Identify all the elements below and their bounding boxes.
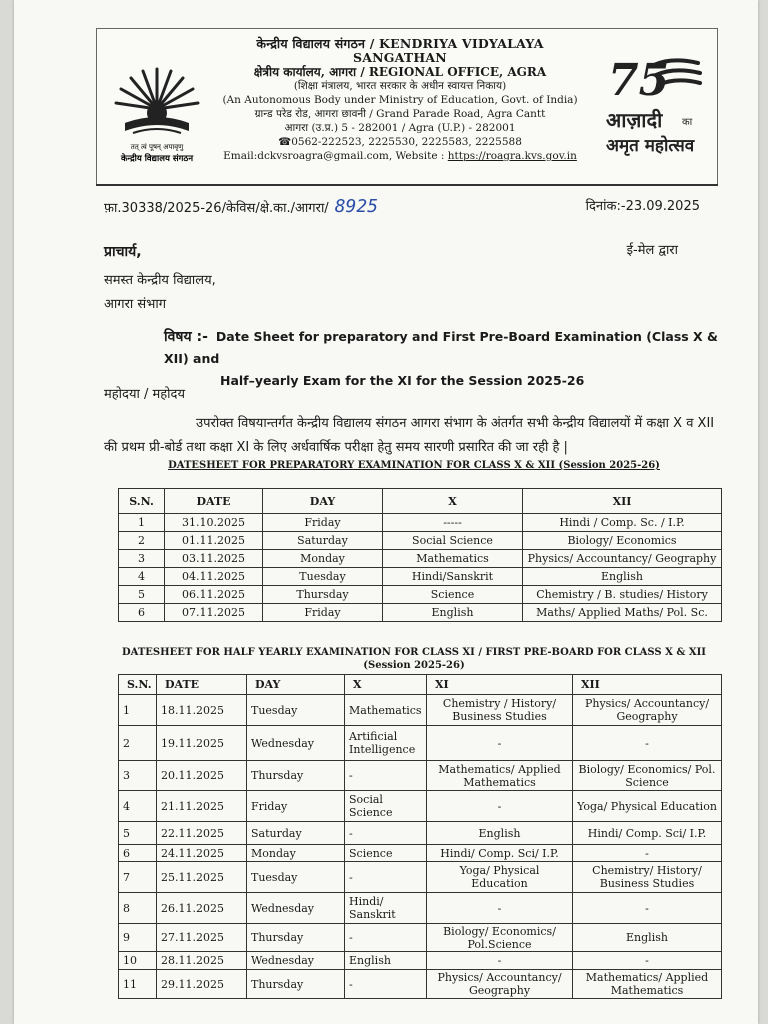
logo-azadi: आज़ादी <box>606 108 663 132</box>
table-cell: 28.11.2025 <box>157 952 247 970</box>
column-header: XII <box>523 489 722 514</box>
table-cell: - <box>573 952 722 970</box>
column-header: S.N. <box>119 489 165 514</box>
table-cell: - <box>573 845 722 862</box>
column-header: DAY <box>263 489 383 514</box>
header-divider <box>96 184 718 186</box>
table-cell: Tuesday <box>247 695 345 726</box>
table-cell: Thursday <box>247 761 345 791</box>
table-header-row <box>119 675 722 695</box>
table-cell: 07.11.2025 <box>165 604 263 622</box>
table-cell: 21.11.2025 <box>157 791 247 822</box>
column-header: DATE <box>165 489 263 514</box>
table-cell: - <box>427 726 573 761</box>
table-cell: 19.11.2025 <box>157 726 247 761</box>
table-cell: 6 <box>119 845 157 862</box>
english-status: (An Autonomous Body under Ministry of Education, Govt. of India) <box>222 94 578 106</box>
table-cell: Hindi/ Sanskrit <box>345 893 427 924</box>
column-header: S.N. <box>119 675 157 695</box>
table-cell: Yoga/ Physical Education <box>573 791 722 822</box>
website-link[interactable]: https://roagra.kvs.gov.in <box>447 150 577 162</box>
table-cell: 03.11.2025 <box>165 550 263 568</box>
table-cell: Mathematics/ Applied Mathematics <box>427 761 573 791</box>
column-header: X <box>345 675 427 695</box>
table-cell: English <box>427 822 573 845</box>
table-cell: - <box>573 726 722 761</box>
handwritten-dispatch-number: 8925 <box>334 196 379 217</box>
table-cell: 24.11.2025 <box>157 845 247 862</box>
table-cell: Mathematics/ Applied Mathematics <box>573 970 722 999</box>
table-row <box>119 893 722 924</box>
table-row <box>119 862 722 893</box>
table-row <box>119 822 722 845</box>
table-cell: English <box>523 568 722 586</box>
table-cell: 01.11.2025 <box>165 532 263 550</box>
table-cell: Biology/ Economics/ Pol. Science <box>573 761 722 791</box>
preparatory-exam-table <box>118 488 722 622</box>
logo-75: 75 <box>608 55 670 106</box>
table-cell: Tuesday <box>247 862 345 893</box>
table-row <box>119 514 722 532</box>
azadi-ka-amrit-mahotsav-logo <box>602 47 707 167</box>
table-cell: - <box>345 970 427 999</box>
salutation: महोदया / महोदय <box>104 387 185 402</box>
table2-title-line-2: (Session 2025-26) <box>363 660 465 671</box>
table2-title <box>104 646 724 672</box>
table-cell: - <box>345 862 427 893</box>
table-cell: Saturday <box>247 822 345 845</box>
table-row <box>119 586 722 604</box>
table-cell: Chemistry/ History/ Business Studies <box>573 862 722 893</box>
table-cell: 2 <box>119 532 165 550</box>
table-cell: Physics/ Accountancy/ Geography <box>523 550 722 568</box>
table-cell: Tuesday <box>263 568 383 586</box>
table-cell: Wednesday <box>247 893 345 924</box>
subject-line-1: Date Sheet for preparatory and First Pre-Board Examination (Class X & XII) and <box>164 329 718 366</box>
kvs-sun-logo <box>107 47 207 165</box>
table-cell: 5 <box>119 822 157 845</box>
table-cell: Hindi/Sanskrit <box>383 568 523 586</box>
table-cell: Thursday <box>247 970 345 999</box>
table-cell: 1 <box>119 514 165 532</box>
table-cell: Social Science <box>383 532 523 550</box>
reference-line <box>104 196 378 217</box>
table-cell: Saturday <box>263 532 383 550</box>
table-cell: Social Science <box>345 791 427 822</box>
table-cell: 26.11.2025 <box>157 893 247 924</box>
table-cell: 20.11.2025 <box>157 761 247 791</box>
table-cell: Friday <box>247 791 345 822</box>
pin-code: आगरा (उ.प्र.) 5 - 282001 / Agra (U.P.) - 282001 <box>284 122 516 134</box>
table-cell: 3 <box>119 761 157 791</box>
table-cell: Hindi/ Comp. Sci/ I.P. <box>573 822 722 845</box>
table-row <box>119 924 722 952</box>
table-cell: Biology/ Economics/ Pol.Science <box>427 924 573 952</box>
table-cell: Biology/ Economics <box>523 532 722 550</box>
table-row <box>119 952 722 970</box>
table-cell: Physics/ Accountancy/ Geography <box>427 970 573 999</box>
table-row <box>119 726 722 761</box>
table-row <box>119 695 722 726</box>
column-header: XI <box>427 675 573 695</box>
body-paragraph <box>104 412 729 460</box>
subject <box>164 326 739 392</box>
table-cell: 5 <box>119 586 165 604</box>
table-row <box>119 845 722 862</box>
address: ग्रान्ड परेड रोड, आगरा छावनी / Grand Parade Road, Agra Cantt <box>254 108 546 120</box>
table-cell: 18.11.2025 <box>157 695 247 726</box>
table-row <box>119 568 722 586</box>
org-name: केन्द्रीय विद्यालय संगठन / KENDRIYA VIDYALAYA SANGATHAN <box>256 36 544 65</box>
logo-caption: केन्द्रीय विद्यालय संगठन <box>120 154 194 164</box>
table-cell: 2 <box>119 726 157 761</box>
table-cell: - <box>427 893 573 924</box>
column-header: XII <box>573 675 722 695</box>
table-cell: 8 <box>119 893 157 924</box>
table-row <box>119 970 722 999</box>
table-cell: 4 <box>119 791 157 822</box>
table-cell: 22.11.2025 <box>157 822 247 845</box>
body-text: उपरोक्त विषयान्तर्गत केन्द्रीय विद्यालय संगठन आगरा संभाग के अंतर्गत सभी केन्द्रीय विद्यालयों में कक्षा X व XII की प्रथम प्री-बोर्ड तथा कक्षा XI के लिए अर्धवार्षिक परीक्षा हेतु समय सारणी प्रसारित की जा रही है | <box>104 416 715 455</box>
table-cell: Friday <box>263 604 383 622</box>
table-cell: Maths/ Applied Maths/ Pol. Sc. <box>523 604 722 622</box>
table-cell: 7 <box>119 862 157 893</box>
letterhead-text <box>215 37 585 163</box>
recipients-line-1: समस्त केन्द्रीय विद्यालय, <box>104 273 216 288</box>
table-cell: 4 <box>119 568 165 586</box>
table-row <box>119 532 722 550</box>
recipients-line-2: आगरा संभाग <box>104 297 167 312</box>
email: Email:dckvsroagra@gmail.com, Website : <box>223 150 448 162</box>
table-cell: 27.11.2025 <box>157 924 247 952</box>
table-header-row <box>119 489 722 514</box>
table-cell: 25.11.2025 <box>157 862 247 893</box>
table-cell: Artificial Intelligence <box>345 726 427 761</box>
table-cell: English <box>383 604 523 622</box>
table-cell: Thursday <box>247 924 345 952</box>
table-cell: Science <box>345 845 427 862</box>
delivery-mode: ई-मेल द्वारा <box>626 243 678 258</box>
table-cell: Wednesday <box>247 952 345 970</box>
file-reference: फ़ा.30338/2025-26/केविस/क्षे.का./आगरा/ <box>104 201 329 216</box>
table-row <box>119 791 722 822</box>
logo-ka: का <box>682 117 693 128</box>
table-cell: - <box>427 952 573 970</box>
table-cell: - <box>345 761 427 791</box>
table-row <box>119 761 722 791</box>
table-cell: 3 <box>119 550 165 568</box>
table-cell: Physics/ Accountancy/ Geography <box>573 695 722 726</box>
addressee: प्राचार्य, <box>104 244 142 260</box>
letter-date: दिनांक:-23.09.2025 <box>585 199 700 214</box>
subject-label: विषय :- <box>164 329 208 345</box>
logo-amrit-mahotsav: अमृत महोत्सव <box>606 136 695 156</box>
phone-numbers: ☎0562-222523, 2225530, 2225583, 2225588 <box>278 136 522 148</box>
table2-title-line-1: DATESHEET FOR HALF YEARLY EXAMINATION FOR CLASS XI / FIRST PRE-BOARD FOR CLASS X & XII <box>121 647 706 658</box>
column-header: X <box>383 489 523 514</box>
table-cell: Friday <box>263 514 383 532</box>
table1-title: DATESHEET FOR PREPARATORY EXAMINATION FOR CLASS X & XII (Session 2025-26) <box>168 460 660 471</box>
table-cell: English <box>573 924 722 952</box>
table-cell: Monday <box>263 550 383 568</box>
table-cell: English <box>345 952 427 970</box>
half-yearly-exam-table <box>118 674 722 999</box>
table-cell: Wednesday <box>247 726 345 761</box>
table-cell: 1 <box>119 695 157 726</box>
table-cell: Chemistry / History/ Business Studies <box>427 695 573 726</box>
table-cell: Yoga/ Physical Education <box>427 862 573 893</box>
table-cell: Chemistry / B. studies/ History <box>523 586 722 604</box>
table-cell: - <box>573 893 722 924</box>
table-cell: 10 <box>119 952 157 970</box>
table-cell: Hindi/ Comp. Sci/ I.P. <box>427 845 573 862</box>
regional-office: क्षेत्रीय कार्यालय, आगरा / REGIONAL OFFICE, AGRA <box>253 65 547 79</box>
table-cell: 04.11.2025 <box>165 568 263 586</box>
table-cell: Mathematics <box>345 695 427 726</box>
table-cell: ----- <box>383 514 523 532</box>
logo-motto: तत् त्वं पूषन् अपावृणु <box>130 143 184 151</box>
table-cell: 29.11.2025 <box>157 970 247 999</box>
letter-page <box>14 0 758 1024</box>
table-cell: - <box>345 822 427 845</box>
table-cell: 06.11.2025 <box>165 586 263 604</box>
table-cell: 31.10.2025 <box>165 514 263 532</box>
table-cell: Hindi / Comp. Sc. / I.P. <box>523 514 722 532</box>
table-cell: Mathematics <box>383 550 523 568</box>
table-cell: Monday <box>247 845 345 862</box>
table-cell: Thursday <box>263 586 383 604</box>
table-cell: - <box>345 924 427 952</box>
hindi-status: (शिक्षा मंत्रालय, भारत सरकार के अधीन स्वायत्त निकाय) <box>293 80 507 92</box>
table-cell: Science <box>383 586 523 604</box>
column-header: DAY <box>247 675 345 695</box>
table-row <box>119 604 722 622</box>
column-header: DATE <box>157 675 247 695</box>
table-cell: 9 <box>119 924 157 952</box>
table-cell: 6 <box>119 604 165 622</box>
subject-line-2: Half–yearly Exam for the XI for the Session 2025-26 <box>220 373 585 388</box>
letterhead <box>96 28 718 186</box>
table-row <box>119 550 722 568</box>
email-website <box>215 149 585 163</box>
table-cell: - <box>427 791 573 822</box>
table-cell: 11 <box>119 970 157 999</box>
